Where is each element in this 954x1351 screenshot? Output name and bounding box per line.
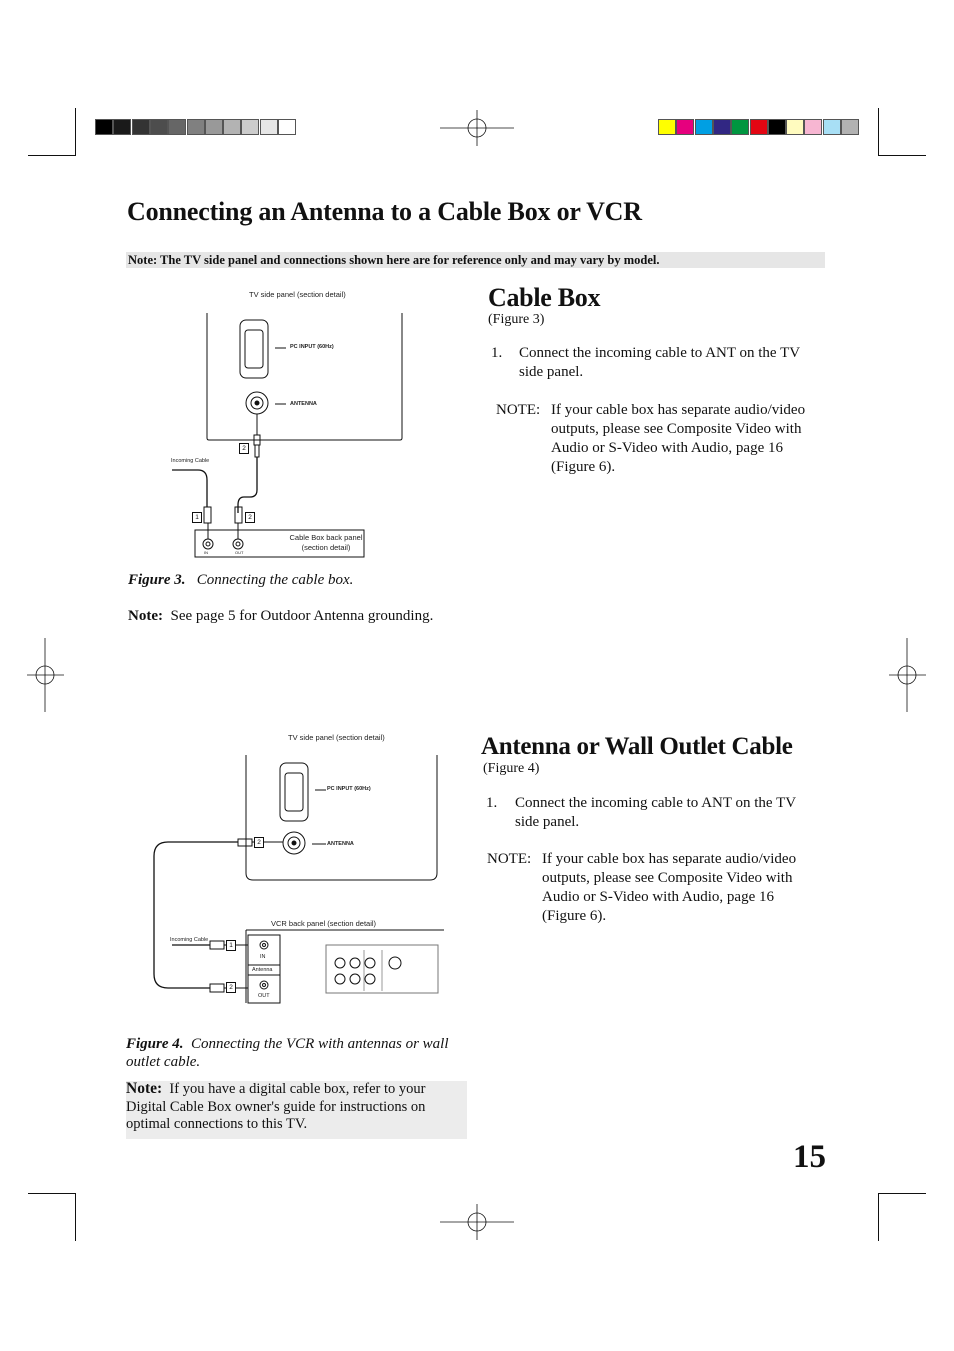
note-label: NOTE: [487, 851, 532, 867]
step-tag-2: 2 [245, 512, 255, 523]
color-swatch [695, 119, 713, 135]
cable-box-label: Cable Box back panel (section detail) [289, 533, 363, 552]
color-swatch [750, 119, 768, 135]
color-swatch [113, 119, 131, 135]
color-swatch [132, 119, 150, 135]
color-swatch [841, 119, 859, 135]
figure-ref: (Figure 4) [483, 761, 540, 776]
figure-4-diagram [150, 745, 450, 1010]
color-swatch [278, 119, 296, 135]
note-label: Note: [126, 1080, 163, 1097]
caption-label: Figure 4. [126, 1036, 184, 1052]
step-tag-1: 1 [226, 940, 236, 951]
color-swatch [187, 119, 205, 135]
pc-input-label: PC INPUT (60Hz) [290, 344, 334, 350]
color-swatch [150, 119, 168, 135]
vcr-panel-label: VCR back panel (section detail) [271, 919, 377, 928]
color-swatch [676, 119, 694, 135]
antenna-label: ANTENNA [327, 841, 354, 847]
step-tag-2: 2 [239, 443, 249, 454]
color-swatch [205, 119, 223, 135]
caption-text: Connecting the VCR with antennas or wall outlet cable. [126, 1036, 449, 1070]
incoming-cable-label: Incoming Cable [171, 458, 210, 464]
step-text: Connect the incoming cable to ANT on the TV side panel. [515, 795, 796, 830]
page-number: 15 [793, 1139, 826, 1175]
tv-panel-label: TV side panel (section detail) [249, 290, 346, 299]
step-number: 1. [491, 345, 503, 361]
color-swatch [658, 119, 676, 135]
reference-note: Note: The TV side panel and connections shown here are for reference only and may vary by model. [126, 252, 825, 268]
figure-3-caption [128, 572, 353, 589]
page-title: Connecting an Antenna to a Cable Box or VCR [127, 197, 642, 226]
step-tag-1: 1 [192, 512, 202, 523]
color-swatch [823, 119, 841, 135]
color-swatch [168, 119, 186, 135]
note-text: If you have a digital cable box, refer to your Digital Cable Box owner's guide for instructions on optimal connections to this TV. [126, 1081, 426, 1132]
out-label: OUT [235, 550, 244, 555]
step-tag-2: 2 [226, 982, 236, 993]
color-swatch [804, 119, 822, 135]
color-swatch [786, 119, 804, 135]
figure-3-diagram [160, 285, 450, 570]
tv-panel-label: TV side panel (section detail) [288, 733, 385, 742]
color-swatch [260, 119, 278, 135]
step-number: 1. [486, 795, 498, 811]
note-text: See page 5 for Outdoor Antenna grounding. [170, 608, 434, 624]
note-label: Note: [128, 608, 163, 624]
caption-label: Figure 3. [128, 572, 186, 588]
in-label: IN [260, 954, 266, 960]
out-label: OUT [258, 993, 270, 999]
color-swatch [223, 119, 241, 135]
color-swatch [731, 119, 749, 135]
figure-ref: (Figure 3) [488, 312, 545, 327]
cable-box-heading: Cable Box [488, 283, 601, 312]
antenna-box-label: Antenna [252, 967, 273, 973]
caption-text: Connecting the cable box. [196, 572, 354, 588]
note-text: If your cable box has separate audio/video outputs, please see Composite Video with Audio or S-Video with Audio, page 16 (Figure 6). [542, 851, 797, 924]
color-swatch [713, 119, 731, 135]
antenna-label: ANTENNA [290, 401, 317, 407]
note-label: NOTE: [496, 402, 541, 418]
pc-input-label: PC INPUT (60Hz) [327, 786, 371, 792]
wall-outlet-heading: Antenna or Wall Outlet Cable [481, 733, 793, 760]
in-label: IN [204, 550, 208, 555]
color-swatch [768, 119, 786, 135]
step-tag-2: 2 [254, 837, 264, 848]
incoming-cable-label: Incoming Cable [170, 937, 209, 943]
figure-4-caption [126, 1035, 456, 1071]
note-text: If your cable box has separate audio/video outputs, please see Composite Video with Audio or S-Video with Audio, page 16 (Figure 6). [551, 402, 806, 475]
digital-cable-note [126, 1080, 456, 1134]
color-swatch [241, 119, 259, 135]
step-text: Connect the incoming cable to ANT on the TV side panel. [519, 345, 800, 380]
grounding-note [128, 608, 433, 625]
color-swatch [95, 119, 113, 135]
